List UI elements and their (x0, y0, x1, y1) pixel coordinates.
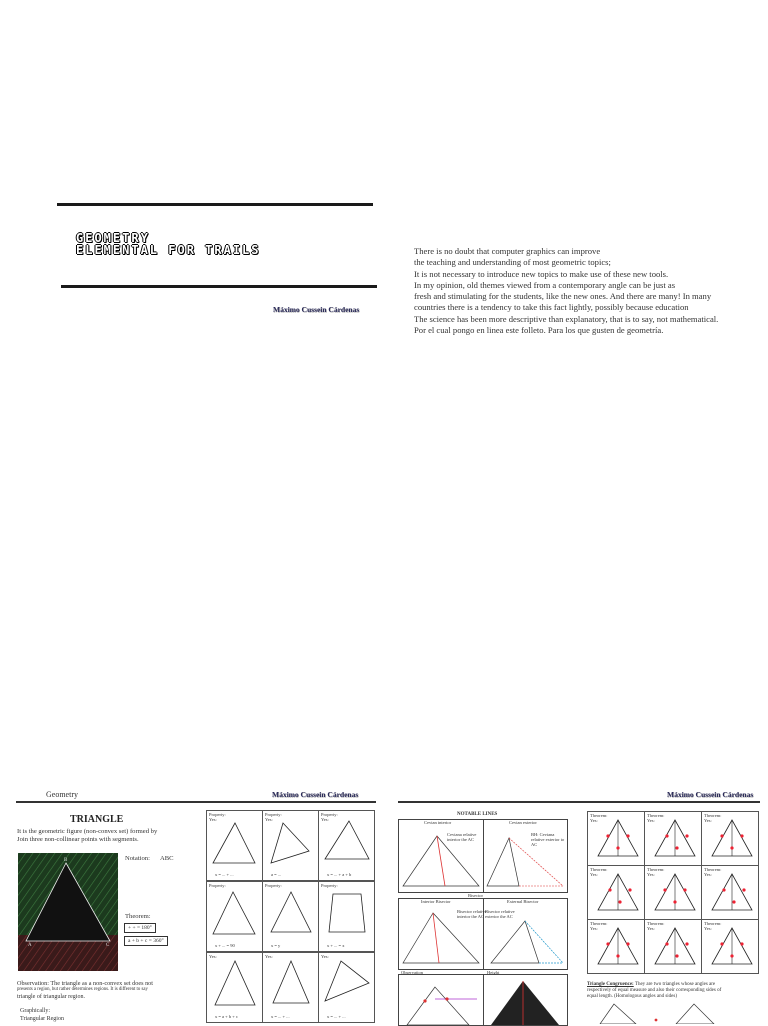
property-cell-sub: Yes: (321, 817, 329, 822)
cover-title-line1: GEOMETRY (76, 231, 150, 245)
property-cell-label: Property: (209, 883, 226, 888)
cover-intro (414, 246, 718, 336)
theorem-grid (587, 811, 761, 976)
intro-line: The science has been more descriptive than explanatory, that is to say, not mathematical. (414, 313, 719, 324)
property-cell-sub: Yes: (265, 817, 273, 822)
theorem-cell-sub: Yes: (590, 872, 598, 877)
observation-label: Observation (401, 970, 423, 975)
notation-value: ABC (160, 855, 174, 862)
theorem-diagram (702, 866, 758, 919)
property-result: x = ... + ... (215, 872, 234, 877)
theorem-label: Theorem: (125, 913, 151, 920)
property-result: a = ... (271, 872, 282, 877)
property-cell (262, 810, 319, 881)
left-page-header-rule (16, 801, 376, 803)
theorem-cell-sub: Yes: (704, 872, 712, 877)
theorem-diagram (588, 866, 644, 919)
property-diagram (207, 811, 262, 880)
property-result: x = a + b + c (215, 1014, 238, 1019)
theorem-cell (644, 919, 702, 974)
congruence-line-2: respectively of equal measure and also their corresponding sides of (587, 988, 722, 993)
congruence-figures (596, 1002, 761, 1024)
theorem-formula-2: a + b + c = 360° (124, 936, 168, 946)
observation-panel (398, 970, 568, 1026)
property-cell-label: Property: (265, 812, 282, 817)
bisector-note-2: Bisector relative exterior the AC (485, 909, 515, 919)
theorem-cell (587, 811, 645, 866)
theorem-cell-label: Theorem: (647, 813, 665, 818)
congruence-line-3: equal length. (Homologous angles and sides) (587, 994, 677, 999)
property-cell (262, 952, 319, 1023)
theorem-cell (587, 919, 645, 974)
congruence-title: Triangle Congruence: (587, 982, 634, 987)
interior-bisector-label: Interior Bisector (421, 899, 451, 904)
cover-author: Máximo Cussein Cárdenas (273, 305, 360, 314)
theorem-cell (701, 811, 759, 866)
observation-line-1: Observation: The triangle as a non-convex set does not (17, 980, 153, 987)
property-cell-label: Property: (321, 812, 338, 817)
theorem-cell-sub: Yes: (704, 818, 712, 823)
theorem-cell-sub: Yes: (590, 926, 598, 931)
property-result: x + ... = 90 (215, 943, 235, 948)
property-cell (262, 881, 319, 952)
theorem-cell-sub: Yes: (704, 926, 712, 931)
property-result: x + ... = x (327, 943, 345, 948)
graphically-label: Graphically: (20, 1008, 50, 1014)
svg-text:B: B (64, 858, 68, 863)
property-cell-label: Yes: (321, 954, 329, 959)
theorem-cell-sub: Yes: (647, 926, 655, 931)
bisector-panel (398, 898, 568, 970)
property-result: x = y (271, 943, 281, 948)
property-cell-label: Yes: (209, 954, 217, 959)
property-diagram (319, 811, 374, 880)
property-diagram (263, 811, 318, 880)
property-diagram (319, 882, 374, 951)
intro-line: There is no doubt that computer graphics can improve (414, 246, 601, 256)
notable-lines-title: NOTABLE LINES (457, 812, 498, 817)
theorem-cell (644, 865, 702, 920)
intro-line: the teaching and understanding of most geometric topics; (414, 257, 611, 268)
theorem-diagram (588, 920, 644, 973)
theorem-cell-sub: Yes: (590, 818, 598, 823)
svg-text:A: A (28, 943, 32, 948)
bisector-title: Bisector (468, 893, 483, 898)
theorem-cell-label: Theorem: (590, 813, 608, 818)
property-diagram (207, 882, 262, 951)
observation-line-3: triangle of triangular region. (17, 994, 85, 1000)
bisector-note: Bisector relative interior the AC (457, 909, 487, 919)
intro-line: In my opinion, old themes viewed from a contemporary angle can be just as (414, 279, 676, 290)
cevian-note: Ceviana relative interior the AC (447, 832, 477, 842)
notation-label: Notation: (125, 855, 150, 862)
theorem-cell (587, 865, 645, 920)
theorem-diagram (645, 812, 701, 865)
theorem-formula-1: + + = 180° (124, 923, 156, 933)
intro-line: It is not necessary to introduce new topics to make use of these new tools. (414, 268, 669, 279)
right-page-header-rule (398, 801, 760, 803)
theorem-diagram (702, 920, 758, 973)
theorem-cell (644, 811, 702, 866)
triangle-definition-2: Join three non-collinear points with segments. (17, 836, 139, 843)
property-cell (206, 881, 263, 952)
congruence-text (587, 982, 721, 1000)
property-cell (318, 810, 375, 881)
bisector-figures (399, 899, 567, 969)
intro-line: countries there is a tendency to take this fact lightly, possibly because education (414, 302, 689, 313)
congruence-line-1: They are two triangles whose angles are (634, 982, 716, 987)
theorem-cell-label: Theorem: (704, 921, 722, 926)
left-page-author: Máximo Cussein Cárdenas (272, 790, 359, 799)
theorem-cell-label: Theorem: (647, 867, 665, 872)
property-diagram (207, 953, 262, 1022)
observation-figures (399, 975, 567, 1025)
property-grid (206, 809, 376, 1024)
theorem-diagram (588, 812, 644, 865)
triangle-heading: TRIANGLE (70, 814, 124, 825)
observation-line-2: presents a region, but rather determines regions. It is different to say (17, 987, 148, 992)
theorem-cell-label: Theorem: (647, 921, 665, 926)
property-result: x = ... + ... (271, 1014, 290, 1019)
theorem-cell-label: Theorem: (590, 867, 608, 872)
cevian-interior-label: Cevian interior (424, 820, 452, 825)
height-label: Height (487, 970, 500, 975)
cover-top-rule (57, 203, 373, 206)
theorem-cell-sub: Yes: (647, 818, 655, 823)
property-cell (206, 810, 263, 881)
cevian-figures (399, 820, 567, 892)
theorem-cell-label: Theorem: (590, 921, 608, 926)
svg-text:C: C (106, 943, 110, 948)
property-cell-label: Property: (321, 883, 338, 888)
property-cell-label: Yes: (265, 954, 273, 959)
property-result: x = ... + a + b (327, 872, 352, 877)
property-cell (318, 952, 375, 1023)
theorem-cell (701, 919, 759, 974)
theorem-cell-sub: Yes: (647, 872, 655, 877)
theorem-cell-label: Theorem: (704, 813, 722, 818)
theorem-diagram (645, 866, 701, 919)
intro-line: fresh and stimulating for the students, like the new ones. And there are many! In many (414, 291, 712, 302)
intro-line: Por el cual pongo en linea este folleto. Para los que gusten de geometría. (414, 325, 664, 336)
cevian-note-2: BH: Ceviana relative exterior to AC (531, 832, 565, 847)
theorem-cell-label: Theorem: (704, 867, 722, 872)
exterior-bisector-label: External Bisector (507, 899, 539, 904)
property-cell-label: Property: (209, 812, 226, 817)
right-page-author: Máximo Cussein Cárdenas (667, 790, 754, 799)
cover-bottom-rule (61, 285, 377, 288)
property-result: x = ... + ... (327, 1014, 346, 1019)
theorem-diagram (702, 812, 758, 865)
property-cell-sub: Yes: (209, 817, 217, 822)
theorem-diagram (645, 920, 701, 973)
cover-title-line2: ELEMENTAL FOR TRAILS (76, 243, 261, 257)
property-diagram (263, 953, 318, 1022)
left-page-subject: Geometry (46, 790, 78, 799)
property-cell (206, 952, 263, 1023)
triangle-illustration (18, 853, 118, 971)
cevian-exterior-label: Cevian exterior (509, 820, 537, 825)
cevian-panel (398, 819, 568, 893)
triangular-region-label: Triangular Region (20, 1016, 64, 1022)
property-diagram (263, 882, 318, 951)
property-cell (318, 881, 375, 952)
triangle-definition-1: It is the geometric figure (non-convex set) formed by (17, 828, 158, 835)
property-cell-label: Property: (265, 883, 282, 888)
property-diagram (319, 953, 374, 1022)
theorem-cell (701, 865, 759, 920)
